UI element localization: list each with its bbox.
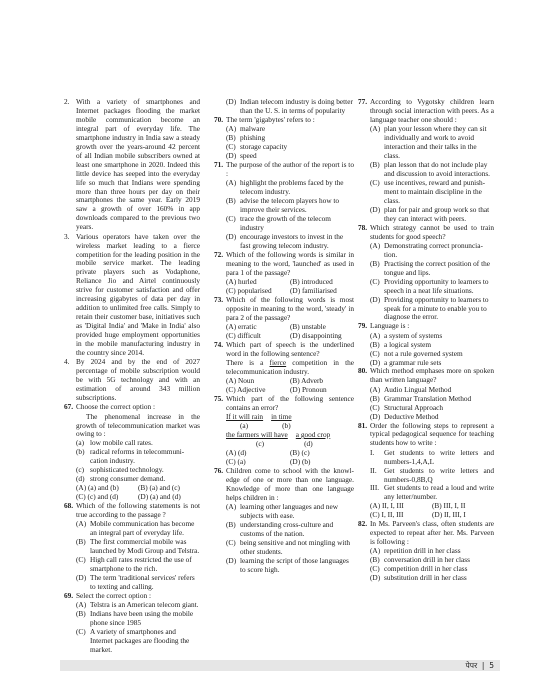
option-letter: (c) — [76, 465, 85, 475]
answer-option — [226, 197, 354, 215]
label-a: (a) — [240, 421, 249, 431]
option-text: The first commercial mobile was launched by Modi Group and Telstra. — [90, 537, 200, 556]
option-text: a grammar rule sets — [384, 357, 442, 367]
question-stem: Language is : — [370, 321, 410, 331]
question-stem: According to Vygotsky children learn through social interaction with peers. As a language teacher one should : — [370, 97, 494, 124]
option-letter: (D) — [226, 151, 237, 161]
answer-option: (B) (c) — [290, 447, 310, 457]
question-number: 75. — [214, 393, 224, 403]
option-letter: (D) — [370, 294, 381, 304]
option-letter: (a) — [76, 438, 85, 448]
option-text: Structural Approach — [384, 402, 443, 412]
option-letter: (B) — [370, 159, 380, 169]
sentence-start: There is a — [226, 358, 270, 368]
answer-option — [226, 539, 354, 557]
question-stem: In Ms. Parveen's class, often students are expected to repeat after her. Ms. Parveen is following : — [370, 519, 494, 547]
option-text: Providing opportunity to learners to speak for a minute to enable you to diagnose the error. — [384, 294, 489, 322]
option-text: Demonstrating correct pronuncia-tion. — [384, 240, 483, 259]
answer-option — [226, 557, 354, 575]
step-item — [370, 484, 494, 502]
answer-option: (A) erratic — [226, 322, 257, 332]
answer-option — [370, 278, 494, 296]
option-letter: (A) — [370, 546, 381, 556]
answer-option — [76, 520, 200, 538]
answer-option: (B) Adverb — [290, 376, 324, 386]
question-number: 73. — [214, 294, 224, 304]
option-letter: (C) — [370, 276, 380, 286]
option-letter: (B) — [226, 133, 236, 143]
option-text: Practising the correct position of the tongue and lips. — [384, 258, 490, 277]
option-text: sophisticated technology. — [90, 465, 164, 475]
option-text: The term 'traditional services' refers to texting and calling. — [90, 573, 195, 591]
question-76 — [214, 467, 354, 503]
paragraph-text: With a variety of smartphones and Internet packages flooding the market mobile communication become an integral part of everyday life. The smartphone industry in India saw a steady growth over the years-around 42 percent of all Indian mobile subscribers owned at least one smartphone in 2020. Indeed this little device has seeped into the everyday life so much that Indians were spending more than three hours per day on their smartphones the same year. Early 2019 saw a growth of over 160% in app downloads compared to the previous two years. — [76, 97, 200, 232]
question-stem: Select the correct option : — [76, 590, 151, 600]
answer-option: (A) hurled — [226, 276, 257, 286]
label-d: (d) — [304, 439, 313, 448]
answer-option: (A) (d) — [226, 447, 247, 457]
option-text: Telstra is an American telecom giant. — [90, 600, 199, 610]
question-78 — [358, 224, 494, 242]
answer-option — [370, 260, 494, 278]
answer-option: (B) introduced — [290, 276, 333, 286]
option-letter: (C) — [370, 402, 380, 412]
segment-d: a good crop — [295, 430, 331, 440]
option-letter: (D) — [370, 573, 381, 583]
question-stem: Order the following steps to represent a typical pedagogical sequence for teaching students how to write : — [370, 420, 494, 448]
option-letter: (D) — [226, 555, 237, 565]
answer-option: (D) Pronoun — [290, 384, 327, 394]
option-letter: (C) — [76, 555, 86, 565]
answer-option — [370, 206, 494, 224]
question-passage: The phenomenal increase in the growth of telecommunication market was owing to : — [76, 411, 200, 439]
option-text: A variety of smartphones and Internet packages are flooding the market. — [90, 627, 190, 654]
answer-option — [226, 98, 354, 116]
passage-paragraph — [64, 358, 200, 403]
step-text: Get students to write letters and numbers-0,8B,Q — [384, 465, 494, 484]
answer-option — [76, 448, 200, 466]
column-1 — [64, 98, 200, 655]
step-item — [370, 449, 494, 467]
answer-option: (C) (c) and (d) — [76, 492, 119, 502]
option-letter: (B) — [76, 537, 86, 547]
answer-option: (D) disappointing — [290, 330, 342, 340]
option-text: use incentives, reward and punish-ment to maintain discipline in the class. — [384, 177, 486, 205]
answer-option: (C) Adjective — [226, 384, 266, 394]
option-letter: (B) — [226, 519, 236, 529]
option-text: encourage investors to invest in the fast growing telecom industry. — [240, 231, 344, 250]
answer-option: (C) (a) — [226, 456, 246, 466]
label-c: (c) — [256, 439, 265, 448]
option-text: Providing opportunity to learners to speech in a neat life situations. — [384, 276, 489, 295]
paragraph-number: 3. — [64, 231, 70, 241]
option-text: malware — [240, 124, 266, 134]
example-sentence — [226, 359, 354, 377]
paragraph-text: Various operators have taken over the wireless market leading to a fierce competition for the leading position in the mobile service market. The leading private players such as Vodaphone, Reliance Jio and Airtel continuously strive for customer satisfaction and offer increasing gigabytes of data per day in addition to unlimited free calls. Simply to retain their customer base, initiatives such as 'Digital India' and 'Make in India' also provided huge employment opportunities in the mobile manufacturing industry in the country since 2014. — [76, 231, 200, 357]
label-b: (b) — [282, 421, 291, 431]
answer-option: (D) (a) and (d) — [138, 492, 181, 502]
segment-b: in time — [271, 412, 292, 422]
answer-option — [226, 179, 354, 197]
option-letter: (D) — [370, 357, 381, 367]
option-text: highlight the problems faced by the telecom industry. — [240, 178, 344, 197]
question-stem: Which of the following statements is not true according to the passage ? — [76, 501, 200, 520]
answer-option — [226, 521, 354, 539]
sentence-end: competition in the telecommunication industry. — [226, 358, 354, 377]
answer-option — [370, 242, 494, 260]
option-letter: (A) — [226, 178, 237, 188]
option-letter: (B) — [370, 393, 380, 403]
question-77 — [358, 98, 494, 125]
option-text: speed — [240, 151, 257, 161]
option-text: low mobile call rates. — [90, 438, 153, 448]
option-letter: (B) — [370, 258, 380, 268]
step-number: I. — [370, 447, 375, 457]
option-text: not a rule governed system — [384, 348, 463, 358]
option-letter: (B) — [370, 339, 380, 349]
option-text: Indian telecom industry is doing better than the U. S. in terms of popularity — [240, 97, 353, 115]
option-text: phishing — [240, 133, 266, 143]
question-number: 79. — [358, 321, 368, 331]
question-stem: Choose the correct option : — [76, 402, 156, 412]
answer-option: (B) (a) and (c) — [138, 483, 180, 493]
question-stem: Which part of speech is the underlined word in the following sentence? — [226, 339, 354, 358]
option-letter: (A) — [76, 519, 87, 529]
option-text: Deductive Method — [384, 411, 439, 421]
question-67 — [64, 403, 200, 412]
question-72 — [214, 251, 354, 278]
answer-option: (D) familiarised — [290, 285, 337, 295]
option-text: trace the growth of the telecom industry — [240, 213, 331, 232]
option-letter: (A) — [370, 124, 381, 134]
answer-option: (D) (b) — [290, 456, 311, 466]
option-text: storage capacity — [240, 142, 288, 152]
answer-option — [370, 574, 494, 583]
question-71 — [214, 161, 354, 179]
paragraph-number: 4. — [64, 357, 70, 367]
option-letter: (C) — [76, 627, 86, 637]
option-letter: (C) — [226, 537, 236, 547]
step-number: II. — [370, 465, 377, 475]
answer-option: (A) (a) and (b) — [76, 483, 119, 493]
question-number: 78. — [358, 222, 368, 232]
question-stem: The purpose of the author of the report is to : — [226, 159, 354, 178]
question-75 — [214, 395, 354, 413]
underlined-word: fierce — [269, 358, 287, 368]
option-letter: (C) — [370, 177, 380, 187]
answer-option — [370, 125, 494, 161]
question-74 — [214, 341, 354, 359]
question-number: 70. — [214, 114, 224, 124]
answer-option: (B) III, I, II — [432, 501, 466, 511]
sentence-segments — [226, 431, 354, 440]
option-text: substitution drill in her class — [384, 573, 467, 583]
question-stem: The term 'gigabytes' refers to : — [226, 114, 315, 124]
question-81 — [358, 422, 494, 449]
question-80 — [358, 367, 494, 385]
step-number: III. — [370, 483, 380, 493]
option-letter: (D) — [226, 97, 237, 106]
question-number: 67. — [64, 402, 74, 412]
option-text: repetition drill in her class — [384, 546, 461, 556]
option-letter: (D) — [370, 411, 381, 421]
option-text: learning the script of those languages to score high. — [240, 555, 349, 574]
option-text: High call rates restricted the use of smartphone to the rich. — [90, 555, 192, 574]
question-number: 72. — [214, 249, 224, 259]
footer-page: पेपर | 5 — [465, 661, 494, 670]
question-number: 82. — [358, 519, 368, 529]
option-letter: (A) — [370, 330, 381, 340]
option-letter: (A) — [226, 501, 237, 511]
answer-option — [370, 296, 494, 323]
question-number: 74. — [214, 339, 224, 349]
step-item — [370, 467, 494, 485]
step-text: Get students to write letters and numbers-1,4,A,L — [384, 447, 494, 466]
option-letter: (A) — [226, 124, 237, 134]
segment-a: If it will rain — [226, 412, 264, 422]
option-letter: (A) — [370, 384, 381, 394]
option-text: strong consumer demand. — [90, 474, 166, 484]
option-text: competition drill in her class — [384, 564, 468, 574]
option-text: Audio Lingual Method — [384, 384, 452, 394]
question-68 — [64, 502, 200, 520]
answer-option: (A) Noun — [226, 376, 255, 386]
question-number: 77. — [358, 97, 368, 106]
option-text: plan for pair and group work so that they can interact with peers. — [384, 204, 490, 223]
question-stem: Which part of the following sentence contains an error? — [226, 393, 354, 412]
page-footer — [60, 660, 500, 671]
question-73 — [214, 296, 354, 323]
answer-option: (A) II, I, III — [370, 501, 404, 511]
option-text: understanding cross-culture and customs of the nation. — [240, 519, 334, 538]
answer-option — [370, 179, 494, 206]
question-number: 76. — [214, 465, 224, 475]
column-2 — [214, 98, 354, 575]
question-stem: Which of the following words is most opposite in meaning to the word, 'steady' in para 2 of the passage? — [226, 294, 354, 322]
answer-option: (D) II, III, I — [432, 510, 466, 520]
question-number: 80. — [358, 366, 368, 376]
option-letter: (C) — [370, 348, 380, 358]
option-text: Mobile communication has become an integral part of everyday life. — [90, 519, 195, 538]
option-letter: (B) — [226, 196, 236, 206]
option-text: being sensitive and not mingling with other students. — [240, 537, 351, 556]
question-stem: Children come to school with the knowl-edge of one or more than one language. Knowledge of more than one language helps children in : — [226, 465, 354, 502]
column-3 — [358, 98, 494, 583]
option-text: a logical system — [384, 339, 432, 349]
option-letter: (b) — [76, 447, 85, 457]
option-letter: (D) — [76, 573, 87, 582]
option-text: radical reforms in telecommuni-cation industry. — [90, 447, 185, 466]
paragraph-text: By 2024 and by the end of 2027 percentage of mobile subscription would be with 5G technology and with an estimation of around 343 million subscriptions. — [76, 357, 200, 403]
question-stem: Which method emphases more on spoken than written language? — [370, 366, 494, 385]
answer-option — [76, 610, 200, 628]
option-text: Grammar Translation Method — [384, 393, 472, 403]
option-letter: (D) — [370, 204, 381, 214]
option-letter: (C) — [226, 142, 236, 152]
option-letter: (A) — [76, 600, 87, 610]
answer-option — [226, 215, 354, 233]
option-text: plan your lesson where they can sit individually and work to avoid interaction and their talks in the class. — [384, 124, 487, 161]
step-text: Get students to read a loud and write any letter/number. — [384, 483, 494, 502]
option-text: a system of systems — [384, 330, 443, 340]
segment-c: the farmers will have — [226, 430, 288, 440]
option-text: Indians have been using the mobile phone since 1985 — [90, 609, 194, 628]
question-number: 69. — [64, 590, 74, 600]
option-text: conversation drill in her class — [384, 555, 470, 565]
answer-option — [76, 628, 200, 655]
answer-option: (C) I, II, III — [370, 510, 404, 520]
answer-option: (C) difficult — [226, 330, 261, 340]
question-stem: Which of the following words is similar in meaning to the word, 'launched' as used in para 1 of the passage? — [226, 249, 354, 277]
paragraph-number: 2. — [64, 97, 70, 106]
answer-option: (B) unstable — [290, 322, 326, 332]
question-82 — [358, 520, 494, 547]
passage-paragraph — [64, 98, 200, 232]
answer-option — [226, 503, 354, 521]
question-stem: Which strategy cannot be used to train students for good speech? — [370, 222, 494, 241]
question-number: 71. — [214, 159, 224, 169]
option-letter: (A) — [370, 240, 381, 250]
option-text: advise the telecom players how to improve their services. — [240, 196, 340, 215]
option-letter: (B) — [76, 609, 86, 619]
option-letter: (d) — [76, 474, 85, 484]
option-letter: (C) — [226, 213, 236, 223]
option-text: plan lesson that do not include play and discussion to avoid interactions. — [384, 159, 490, 178]
answer-option — [76, 538, 200, 556]
passage-paragraph — [64, 233, 200, 358]
option-letter: (C) — [370, 564, 380, 574]
option-letter: (D) — [226, 231, 237, 241]
question-number: 68. — [64, 501, 74, 511]
answer-option — [370, 161, 494, 179]
answer-option — [76, 574, 200, 592]
option-text: learning other languages and new subjects with ease. — [240, 501, 339, 520]
answer-option — [226, 233, 354, 251]
question-number: 81. — [358, 420, 368, 430]
option-letter: (B) — [370, 555, 380, 565]
answer-option: (C) popularised — [226, 285, 272, 295]
answer-option — [76, 556, 200, 574]
